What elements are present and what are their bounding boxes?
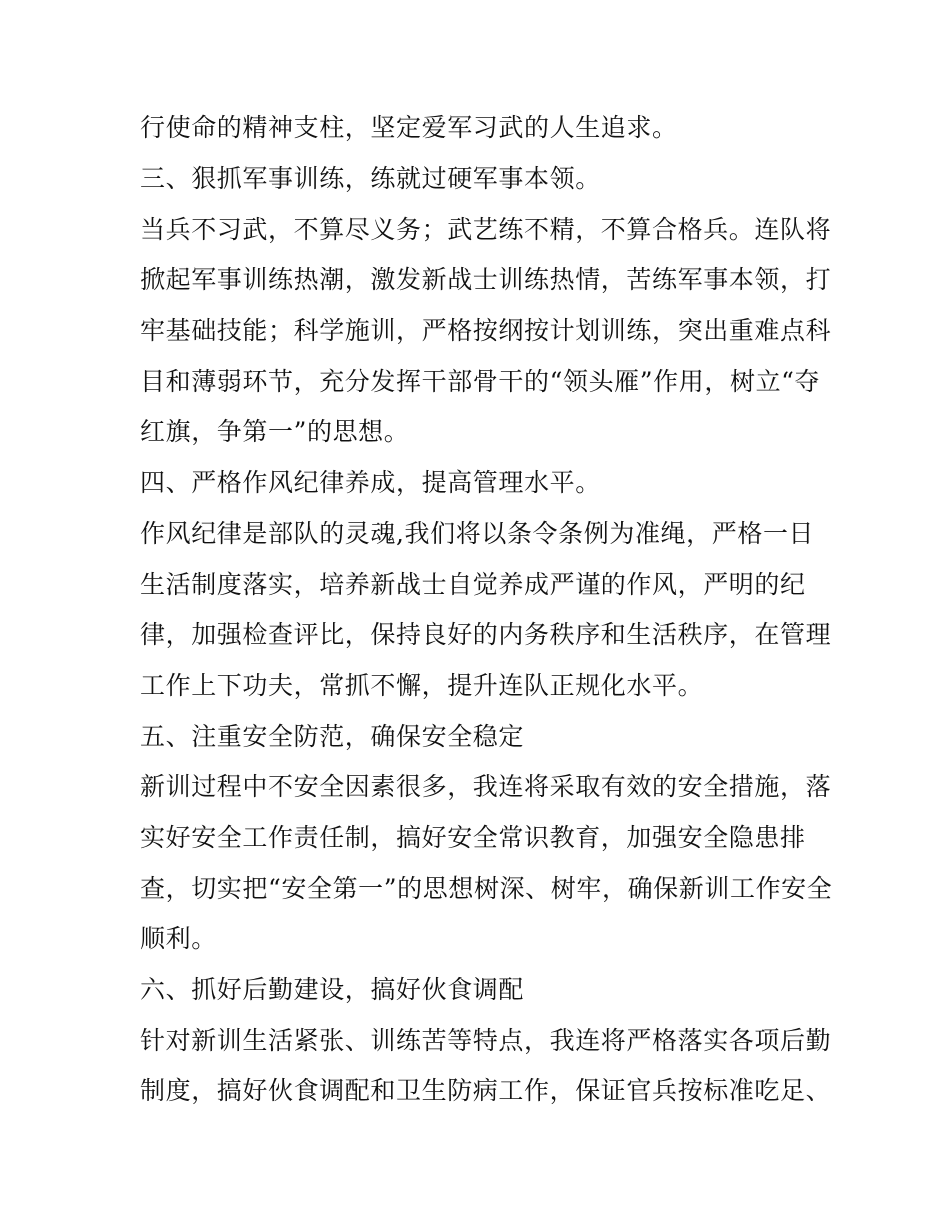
- text-line: 行使命的精神支柱，坚定爱军习武的人生追求。: [140, 113, 678, 142]
- section-heading-4: 四、严格作风纪律养成，提高管理水平。: [140, 468, 601, 497]
- text-line: 生活制度落实，培养新战士自觉养成严谨的作风，严明的纪: [140, 570, 806, 599]
- section-heading-5: 五、注重安全防范，确保安全稳定: [140, 722, 525, 751]
- text-line: 查，切实把“安全第一”的思想树深、树牢，确保新训工作安全: [140, 874, 833, 903]
- text-line: 律，加强检查评比，保持良好的内务秩序和生活秩序，在管理: [140, 620, 832, 649]
- text-line: 作风纪律是部队的灵魂,我们将以条令条例为准绳，严格一日: [140, 519, 815, 548]
- text-line: 当兵不习武，不算尽义务；武艺练不精，不算合格兵。连队将: [140, 215, 832, 244]
- section-heading-6: 六、抓好后勤建设，搞好伙食调配: [140, 975, 525, 1004]
- section-heading-3: 三、狠抓军事训练，练就过硬军事本领。: [140, 164, 601, 193]
- text-line: 顺利。: [140, 924, 217, 953]
- text-line: 掀起军事训练热潮，激发新战士训练热情，苦练军事本领，打: [140, 265, 832, 294]
- text-line: 制度，搞好伙食调配和卫生防病工作，保证官兵按标准吃足、: [140, 1076, 832, 1105]
- text-line: 新训过程中不安全因素很多，我连将采取有效的安全措施，落: [140, 772, 832, 801]
- text-line: 实好安全工作责任制，搞好安全常识教育，加强安全隐患排: [140, 823, 806, 852]
- text-line: 红旗，争第一”的思想。: [140, 417, 410, 446]
- text-line: 工作上下功夫，常抓不懈，提升连队正规化水平。: [140, 671, 704, 700]
- text-line: 目和薄弱环节，充分发挥干部骨干的“领头雁”作用，树立“夺: [140, 367, 821, 396]
- text-line: 针对新训生活紧张、训练苦等特点，我连将严格落实各项后勤: [140, 1026, 832, 1055]
- text-line: 牢基础技能；科学施训，严格按纲按计划训练，突出重难点科: [140, 316, 832, 345]
